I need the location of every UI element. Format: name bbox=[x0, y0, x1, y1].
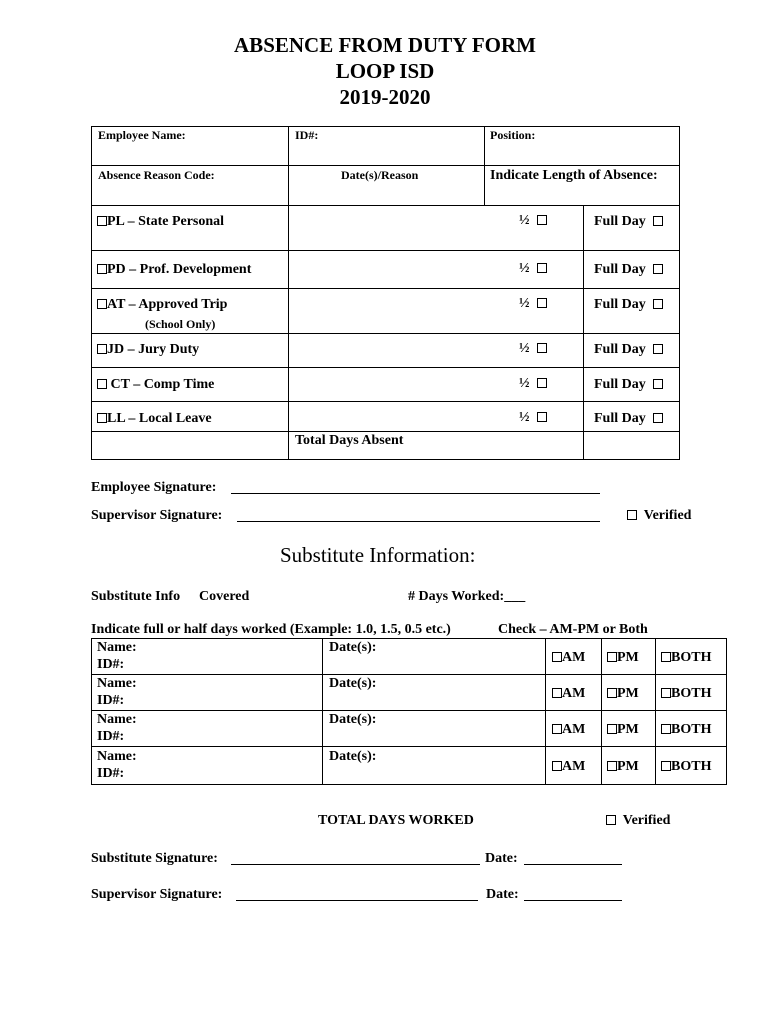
full-day-option: Full Day bbox=[594, 342, 663, 358]
checkbox-icon[interactable] bbox=[661, 652, 671, 662]
reason-row-ct: CT – Comp Time bbox=[97, 377, 214, 393]
checkbox-icon[interactable] bbox=[661, 724, 671, 734]
sub-id-label: ID#: bbox=[97, 693, 125, 708]
full-day-option: Full Day bbox=[594, 262, 663, 278]
reason-row-pl: PL – State Personal bbox=[97, 214, 224, 230]
checkbox-icon[interactable] bbox=[607, 761, 617, 771]
days-worked-label: # Days Worked:___ bbox=[408, 589, 526, 604]
full-day-option: Full Day bbox=[594, 214, 663, 230]
checkbox-icon[interactable] bbox=[607, 688, 617, 698]
checkbox-icon[interactable] bbox=[552, 761, 562, 771]
checkbox-icon[interactable] bbox=[606, 815, 616, 825]
half-day-option: ½ bbox=[519, 341, 547, 357]
supervisor-signature-line[interactable] bbox=[237, 521, 600, 522]
both-option: BOTH bbox=[661, 759, 711, 775]
checkbox-icon[interactable] bbox=[97, 299, 107, 309]
sub-id-label: ID#: bbox=[97, 657, 125, 672]
checkbox-icon[interactable] bbox=[97, 216, 107, 226]
half-day-option: ½ bbox=[519, 261, 547, 277]
checkbox-icon[interactable] bbox=[97, 379, 107, 389]
id-label: ID#: bbox=[295, 128, 319, 142]
sub-date-line[interactable] bbox=[524, 864, 622, 865]
pm-option: PM bbox=[607, 650, 639, 666]
full-day-option: Full Day bbox=[594, 377, 663, 393]
employee-signature-label: Employee Signature: bbox=[91, 480, 217, 495]
reason-row-at: AT – Approved Trip bbox=[97, 297, 227, 313]
sup-date-line[interactable] bbox=[524, 900, 622, 901]
total-days-worked-label: TOTAL DAYS WORKED bbox=[318, 813, 474, 828]
checkbox-icon[interactable] bbox=[552, 724, 562, 734]
checkbox-icon[interactable] bbox=[537, 263, 547, 273]
district-name: LOOP ISD bbox=[335, 59, 435, 83]
full-day-option: Full Day bbox=[594, 411, 663, 427]
half-day-option: ½ bbox=[519, 410, 547, 426]
both-option: BOTH bbox=[661, 722, 711, 738]
school-year: 2019-2020 bbox=[339, 85, 431, 109]
pm-option: PM bbox=[607, 686, 639, 702]
checkbox-icon[interactable] bbox=[97, 344, 107, 354]
check-am-pm-text: Check – AM-PM or Both bbox=[498, 622, 648, 637]
half-day-option: ½ bbox=[519, 213, 547, 229]
checkbox-icon[interactable] bbox=[552, 688, 562, 698]
half-day-option: ½ bbox=[519, 376, 547, 392]
checkbox-icon[interactable] bbox=[653, 344, 663, 354]
supervisor-signature-2-label: Supervisor Signature: bbox=[91, 887, 223, 902]
checkbox-icon[interactable] bbox=[661, 761, 671, 771]
reason-row-jd: JD – Jury Duty bbox=[97, 342, 199, 358]
dates-reason-label: Date(s)/Reason bbox=[341, 168, 419, 182]
checkbox-icon[interactable] bbox=[97, 413, 107, 423]
sub-dates-label: Date(s): bbox=[329, 749, 377, 764]
school-only-note: (School Only) bbox=[145, 317, 216, 331]
length-of-absence-label: Indicate Length of Absence: bbox=[490, 168, 658, 183]
sub-name-label: Name: bbox=[97, 640, 137, 655]
checkbox-icon[interactable] bbox=[607, 652, 617, 662]
checkbox-icon[interactable] bbox=[653, 379, 663, 389]
sub-name-label: Name: bbox=[97, 712, 137, 727]
employee-name-label: Employee Name: bbox=[98, 128, 186, 142]
checkbox-icon[interactable] bbox=[627, 510, 637, 520]
sub-name-label: Name: bbox=[97, 749, 137, 764]
sub-name-label: Name: bbox=[97, 676, 137, 691]
substitute-info-label: Substitute Info bbox=[91, 589, 181, 604]
pm-option: PM bbox=[607, 759, 639, 775]
checkbox-icon[interactable] bbox=[537, 378, 547, 388]
checkbox-icon[interactable] bbox=[653, 413, 663, 423]
reason-row-ll: LL – Local Leave bbox=[97, 411, 212, 427]
reason-code-label: Absence Reason Code: bbox=[98, 168, 215, 182]
sub-date-label: Date: bbox=[485, 851, 518, 866]
verified-option: Verified bbox=[627, 508, 691, 524]
employee-signature-line[interactable] bbox=[231, 493, 600, 494]
checkbox-icon[interactable] bbox=[552, 652, 562, 662]
pm-option: PM bbox=[607, 722, 639, 738]
supervisor-signature-2-line[interactable] bbox=[236, 900, 478, 901]
sub-verified-option: Verified bbox=[606, 813, 670, 829]
checkbox-icon[interactable] bbox=[607, 724, 617, 734]
sub-dates-label: Date(s): bbox=[329, 640, 377, 655]
substitute-signature-line[interactable] bbox=[231, 864, 480, 865]
checkbox-icon[interactable] bbox=[653, 299, 663, 309]
total-days-absent-label: Total Days Absent bbox=[295, 433, 404, 448]
covered-label: Covered bbox=[199, 589, 250, 604]
checkbox-icon[interactable] bbox=[97, 264, 107, 274]
both-option: BOTH bbox=[661, 686, 711, 702]
half-day-option: ½ bbox=[519, 296, 547, 312]
full-day-option: Full Day bbox=[594, 297, 663, 313]
substitute-signature-label: Substitute Signature: bbox=[91, 851, 218, 866]
am-option: AM bbox=[552, 759, 585, 775]
checkbox-icon[interactable] bbox=[537, 412, 547, 422]
instruction-text: Indicate full or half days worked (Example: 1.0, 1.5, 0.5 etc.) bbox=[91, 622, 451, 637]
am-option: AM bbox=[552, 650, 585, 666]
position-label: Position: bbox=[490, 128, 536, 142]
both-option: BOTH bbox=[661, 650, 711, 666]
sub-id-label: ID#: bbox=[97, 766, 125, 781]
sub-dates-label: Date(s): bbox=[329, 712, 377, 727]
form-title: ABSENCE FROM DUTY FORM bbox=[234, 33, 536, 57]
checkbox-icon[interactable] bbox=[653, 216, 663, 226]
checkbox-icon[interactable] bbox=[537, 215, 547, 225]
checkbox-icon[interactable] bbox=[537, 343, 547, 353]
sub-id-label: ID#: bbox=[97, 729, 125, 744]
am-option: AM bbox=[552, 686, 585, 702]
checkbox-icon[interactable] bbox=[653, 264, 663, 274]
sub-dates-label: Date(s): bbox=[329, 676, 377, 691]
substitute-heading: Substitute Information: bbox=[280, 543, 476, 567]
supervisor-signature-label: Supervisor Signature: bbox=[91, 508, 223, 523]
reason-row-pd: PD – Prof. Development bbox=[97, 262, 251, 278]
sup-date-label: Date: bbox=[486, 887, 519, 902]
checkbox-icon[interactable] bbox=[537, 298, 547, 308]
checkbox-icon[interactable] bbox=[661, 688, 671, 698]
am-option: AM bbox=[552, 722, 585, 738]
